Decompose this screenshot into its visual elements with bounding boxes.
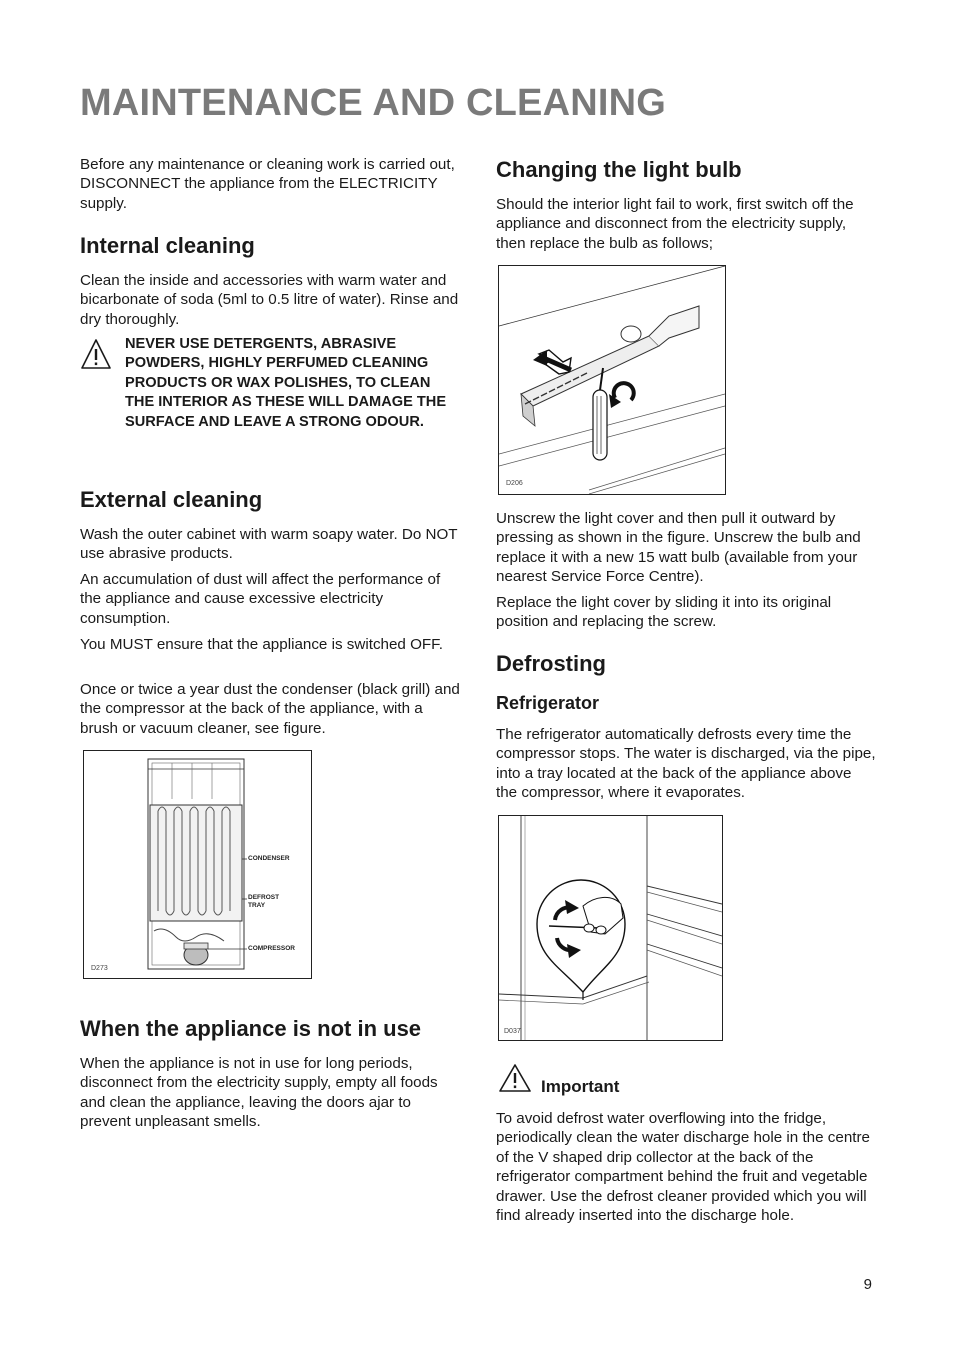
not-in-use-text: When the appliance is not in use for long periods, disconnect from the electricity supply, empty all foods and clean the appliance, leaving the doors ajar to prevent unpleasant smells. xyxy=(80,1055,438,1131)
light-bulb-intro: Should the interior light fail to work, first switch off the appliance and disconnect from the electricity supply, then replace the bulb as follows; xyxy=(496,196,854,252)
light-bulb-figure xyxy=(498,265,726,495)
figure-code: D206 xyxy=(506,480,523,487)
drip-collector-diagram xyxy=(499,816,722,1040)
light-bulb-paragraph: Unscrew the light cover and then pull it outward by pressing as shown in the figure. Unscrew the bulb and replace it with a new 15 watt bulb (available from your nearest Service Force Centre). xyxy=(496,510,861,586)
external-cleaning-paragraph: You MUST ensure that the appliance is switched OFF. xyxy=(80,636,443,653)
condenser-diagram xyxy=(84,751,311,978)
defrosting-heading: Defrosting xyxy=(496,651,606,676)
internal-cleaning-text: Clean the inside and accessories with warm water and bicarbonate of soda (5ml to 0.5 litre of water). Rinse and dry thoroughly. xyxy=(80,272,459,328)
refrigerator-subheading: Refrigerator xyxy=(496,693,600,713)
figure-code: D273 xyxy=(91,965,108,972)
figure-code: D037 xyxy=(504,1028,521,1035)
important-heading: Important xyxy=(541,1077,620,1096)
figure-label-tray: TRAY xyxy=(248,902,266,909)
external-cleaning-heading: External cleaning xyxy=(80,487,263,512)
condenser-figure xyxy=(83,750,312,979)
light-bulb-paragraph: Replace the light cover by sliding it into its original position and replacing the screw. xyxy=(496,594,832,631)
important-text: To avoid defrost water overflowing into the fridge, periodically clean the water discharge hole in the centre of the V shaped drip collector at the back of the refrigerator compartment behind the fruit and vegetable drawer. Use the defrost cleaner provided which you will find already inserted into the discharge hole. xyxy=(496,1110,870,1225)
figure-label-condenser: CONDENSER xyxy=(248,855,290,862)
internal-cleaning-warning: NEVER USE DETERGENTS, ABRASIVE POWDERS, HIGHLY PERFUMED CLEANING PRODUCTS OR WAX POLISHES, TO CLEAN THE INTERIOR AS THESE WILL DAMAGE THE SURFACE AND LEAVE A STRONG ODOUR. xyxy=(125,336,447,430)
warning-icon xyxy=(498,1063,532,1093)
external-cleaning-paragraph: Wash the outer cabinet with warm soapy water. Do NOT use abrasive products. xyxy=(80,526,458,563)
light-bulb-heading: Changing the light bulb xyxy=(496,157,742,182)
internal-cleaning-heading: Internal cleaning xyxy=(80,233,255,258)
external-cleaning-paragraph: Once or twice a year dust the condenser (black grill) and the compressor at the back of the appliance, with a brush or vacuum cleaner, see figure. xyxy=(80,681,460,737)
external-cleaning-paragraph: An accumulation of dust will affect the performance of the appliance and cause excessive electricity consumption. xyxy=(80,571,441,627)
not-in-use-heading: When the appliance is not in use xyxy=(80,1016,422,1041)
warning-icon xyxy=(80,338,112,370)
figure-label-defrost: DEFROST xyxy=(248,894,280,901)
figure-label-compressor: COMPRESSOR xyxy=(248,945,295,952)
page-number: 9 xyxy=(863,1276,872,1293)
defrosting-text: The refrigerator automatically defrosts every time the compressor stops. The water is discharged, via the pipe, into a tray located at the back of the appliance above the compressor, where it evaporates. xyxy=(496,726,876,802)
light-cover-diagram xyxy=(499,266,725,494)
intro-paragraph: Before any maintenance or cleaning work is carried out, DISCONNECT the appliance from the ELECTRICITY supply. xyxy=(80,156,455,212)
page-title: MAINTENANCE AND CLEANING xyxy=(80,82,667,124)
defrost-figure xyxy=(498,815,723,1041)
